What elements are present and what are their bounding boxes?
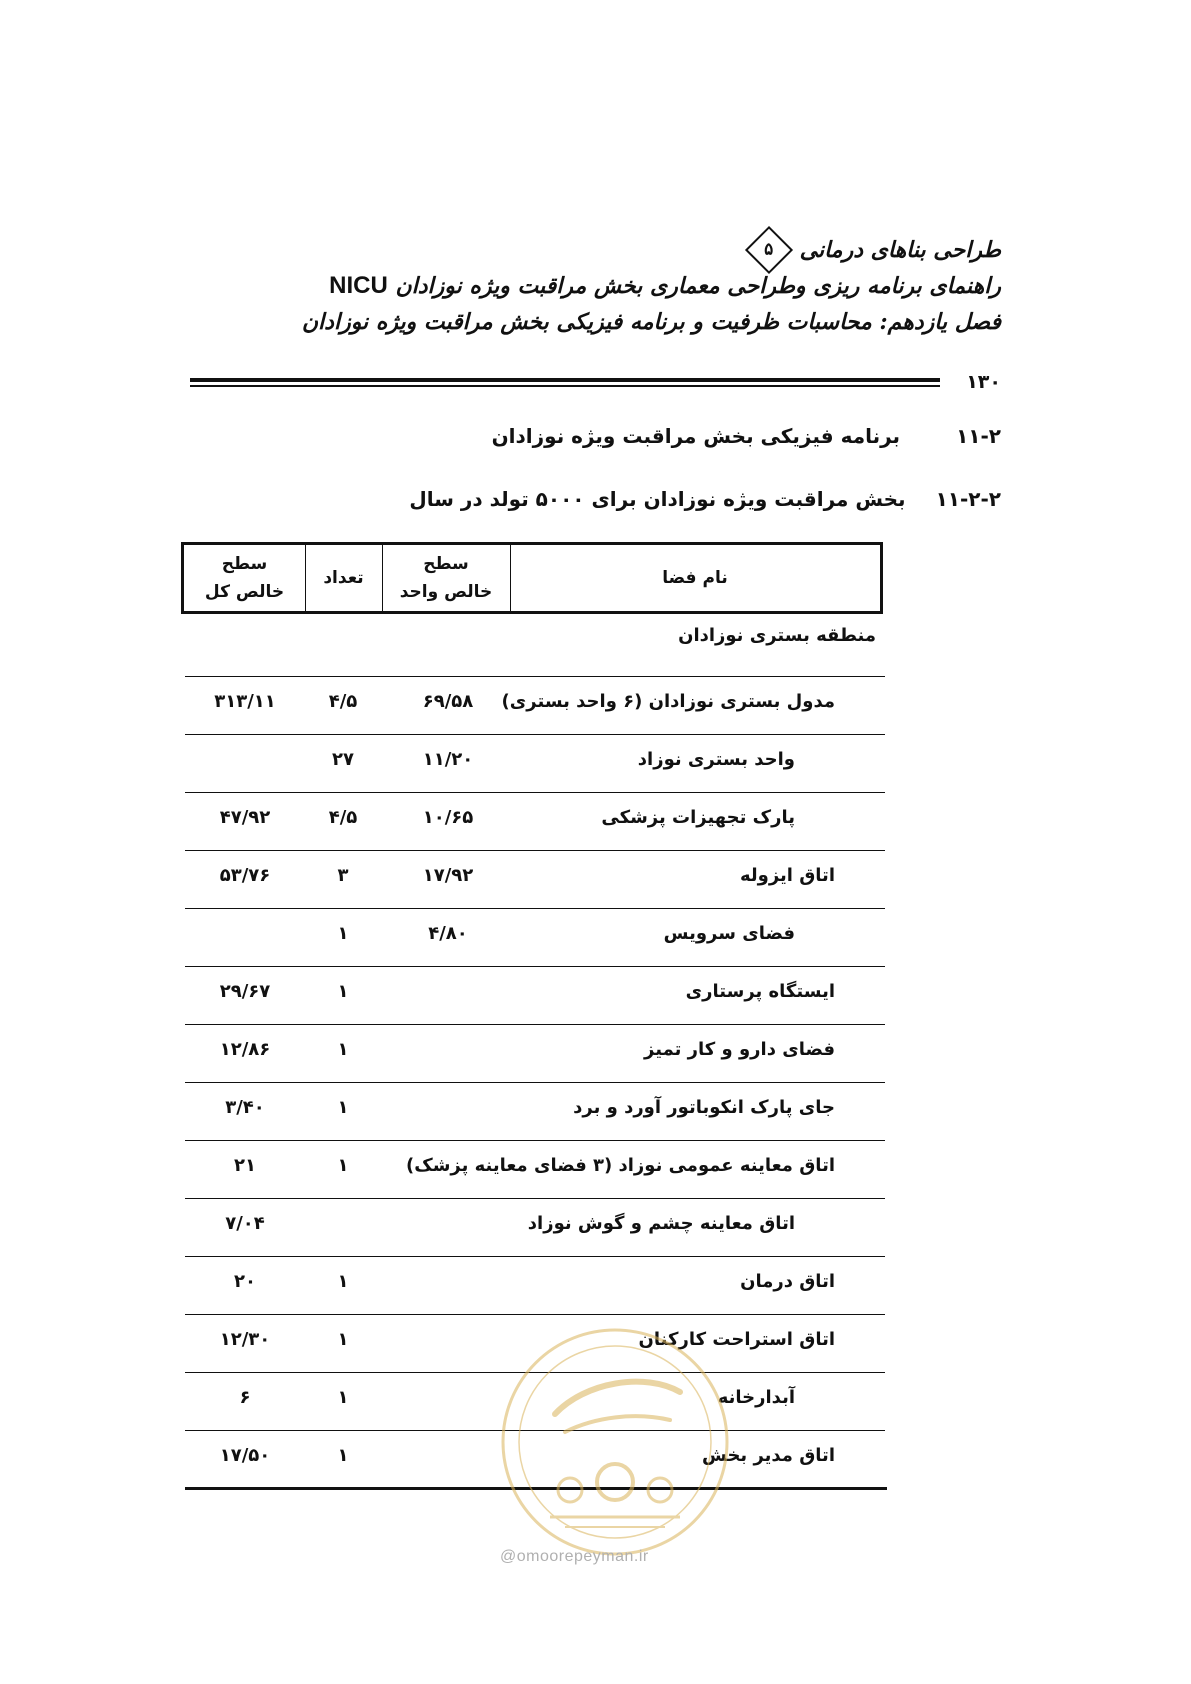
count-cell: ۱ xyxy=(337,1386,349,1408)
count-cell: ۱ xyxy=(337,980,349,1002)
section-title: بخش مراقبت ویژه نوزادان برای ۵۰۰۰ تولد در سال xyxy=(409,487,906,511)
total-area-cell: ۱۷/۵۰ xyxy=(219,1444,271,1466)
total-area-cell xyxy=(185,739,305,779)
total-area-cell: ۵۳/۷۶ xyxy=(219,864,271,886)
header-rule-thick xyxy=(190,378,940,382)
total-area-cell: ۲۱ xyxy=(234,1154,256,1176)
header-count: تعداد xyxy=(305,545,383,611)
total-area-cell: ۷/۰۴ xyxy=(225,1212,265,1234)
count-cell: ۱ xyxy=(337,1328,349,1350)
total-area-cell xyxy=(185,913,305,953)
unit-area-cell xyxy=(383,1029,513,1069)
total-area-cell: ۴۷/۹۲ xyxy=(219,806,271,828)
space-name-cell: جای پارک انکوباتور آورد و برد xyxy=(573,1096,835,1118)
total-area-cell: ۲۰ xyxy=(234,1270,256,1292)
section-number: ۱۱-۲ xyxy=(956,424,1001,448)
total-area-cell: ۱۲/۳۰ xyxy=(219,1328,271,1350)
table-row xyxy=(185,676,885,734)
header-rule xyxy=(190,371,1001,397)
header-total-area-line2: خالص کل xyxy=(204,582,285,602)
unit-area-cell: ۱۱/۲۰ xyxy=(422,748,474,770)
count-cell: ۱ xyxy=(337,1444,349,1466)
section-heading-2 xyxy=(409,487,1001,511)
header-total-area-line1: سطح xyxy=(221,554,268,574)
book-title-line xyxy=(181,232,1001,268)
header-unit-area-line2: خالص واحد xyxy=(399,582,493,602)
space-name-cell: فضای دارو و کار تمیز xyxy=(644,1038,835,1060)
space-name-cell: اتاق ایزوله xyxy=(739,864,835,886)
stamp-logo-icon xyxy=(495,1322,735,1562)
unit-area-cell: ۶۹/۵۸ xyxy=(422,690,474,712)
space-name-cell: فضای سرویس xyxy=(663,922,795,944)
book-title: طراحی بناهای درمانی xyxy=(799,237,1001,263)
unit-area-cell xyxy=(383,1377,513,1417)
space-name-cell: واحد بستری نوزاد xyxy=(637,748,795,770)
total-area-cell: ۲۹/۶۷ xyxy=(219,980,271,1002)
group-title: منطقه بستری نوزادان xyxy=(678,625,876,646)
space-name-cell: اتاق مدیر بخش xyxy=(702,1444,835,1466)
header-total-area xyxy=(184,545,306,611)
table-row xyxy=(185,1082,885,1140)
count-cell: ۲۷ xyxy=(332,748,354,770)
guide-title: راهنمای برنامه ریزی وطراحی معماری بخش مراقبت ویژه نوزادان xyxy=(395,273,1001,299)
space-name-cell: اتاق معاینه عمومی نوزاد (۳ فضای معاینه پزشک) xyxy=(406,1154,835,1176)
page-number: ۱۳۰ xyxy=(966,371,1001,393)
volume-number: ۵ xyxy=(764,240,774,261)
header-unit-area-line1: سطح xyxy=(423,554,469,574)
unit-area-cell: ۱۷/۹۲ xyxy=(422,864,474,886)
page-header xyxy=(181,232,1001,340)
chapter-title: فصل یازدهم: محاسبات ظرفیت و برنامه فیزیکی بخش مراقبت ویژه نوزادان xyxy=(301,309,1001,335)
unit-area-cell: ۱۰/۶۵ xyxy=(422,806,474,828)
table-row xyxy=(185,792,885,850)
count-cell: ۱ xyxy=(337,922,349,944)
total-area-cell: ۱۲/۸۶ xyxy=(219,1038,271,1060)
section-number: ۱۱-۲-۲ xyxy=(935,487,1001,511)
unit-area-cell xyxy=(383,1087,513,1127)
space-name-cell: اتاق معاینه چشم و گوش نوزاد xyxy=(527,1212,795,1234)
unit-area-cell: ۴/۸۰ xyxy=(428,922,468,944)
unit-area-cell xyxy=(383,1319,513,1359)
unit-area-cell xyxy=(383,1261,513,1301)
space-name-cell: اتاق استراحت کارکنان xyxy=(638,1328,835,1350)
space-name-cell: آبدارخانه xyxy=(717,1386,795,1408)
table-row xyxy=(185,1140,885,1198)
unit-area-cell xyxy=(383,1435,513,1475)
space-name-cell: مدول بستری نوزادان (۶ واحد بستری) xyxy=(501,690,835,712)
table-row xyxy=(185,850,885,908)
section-heading-1 xyxy=(492,424,1001,448)
count-cell: ۳ xyxy=(337,864,349,886)
table-row xyxy=(185,734,885,792)
count-cell: ۱ xyxy=(337,1154,349,1176)
guide-title-line xyxy=(181,268,1001,304)
table-row xyxy=(185,1198,885,1256)
unit-area-cell xyxy=(383,971,513,1011)
guide-title-acronym: NICU xyxy=(329,272,388,299)
count-cell: ۴/۵ xyxy=(328,806,358,828)
count-cell: ۱ xyxy=(337,1096,349,1118)
table-row xyxy=(185,966,885,1024)
table-row xyxy=(185,1256,885,1314)
section-title: برنامه فیزیکی بخش مراقبت ویژه نوزادان xyxy=(491,424,901,448)
unit-area-cell xyxy=(383,1203,513,1243)
table-header xyxy=(181,542,883,614)
space-name-cell: ایستگاه پرستاری xyxy=(685,980,835,1002)
table-row xyxy=(185,1024,885,1082)
count-cell xyxy=(303,1203,383,1243)
total-area-cell: ۶ xyxy=(239,1386,251,1408)
count-cell: ۴/۵ xyxy=(328,690,358,712)
space-name-cell: پارک تجهیزات پزشکی xyxy=(601,806,795,828)
header-unit-area xyxy=(382,545,511,611)
table-row xyxy=(185,908,885,966)
header-space-name: نام فضا xyxy=(662,568,728,588)
total-area-cell: ۳/۴۰ xyxy=(225,1096,265,1118)
header-rule-thin xyxy=(190,385,940,387)
watermark-site: @omoorepeyman.ir xyxy=(500,1548,649,1565)
volume-badge xyxy=(745,226,793,274)
space-name-cell: اتاق درمان xyxy=(740,1270,835,1292)
count-cell: ۱ xyxy=(337,1270,349,1292)
count-cell: ۱ xyxy=(337,1038,349,1060)
total-area-cell: ۳۱۳/۱۱ xyxy=(214,690,276,712)
